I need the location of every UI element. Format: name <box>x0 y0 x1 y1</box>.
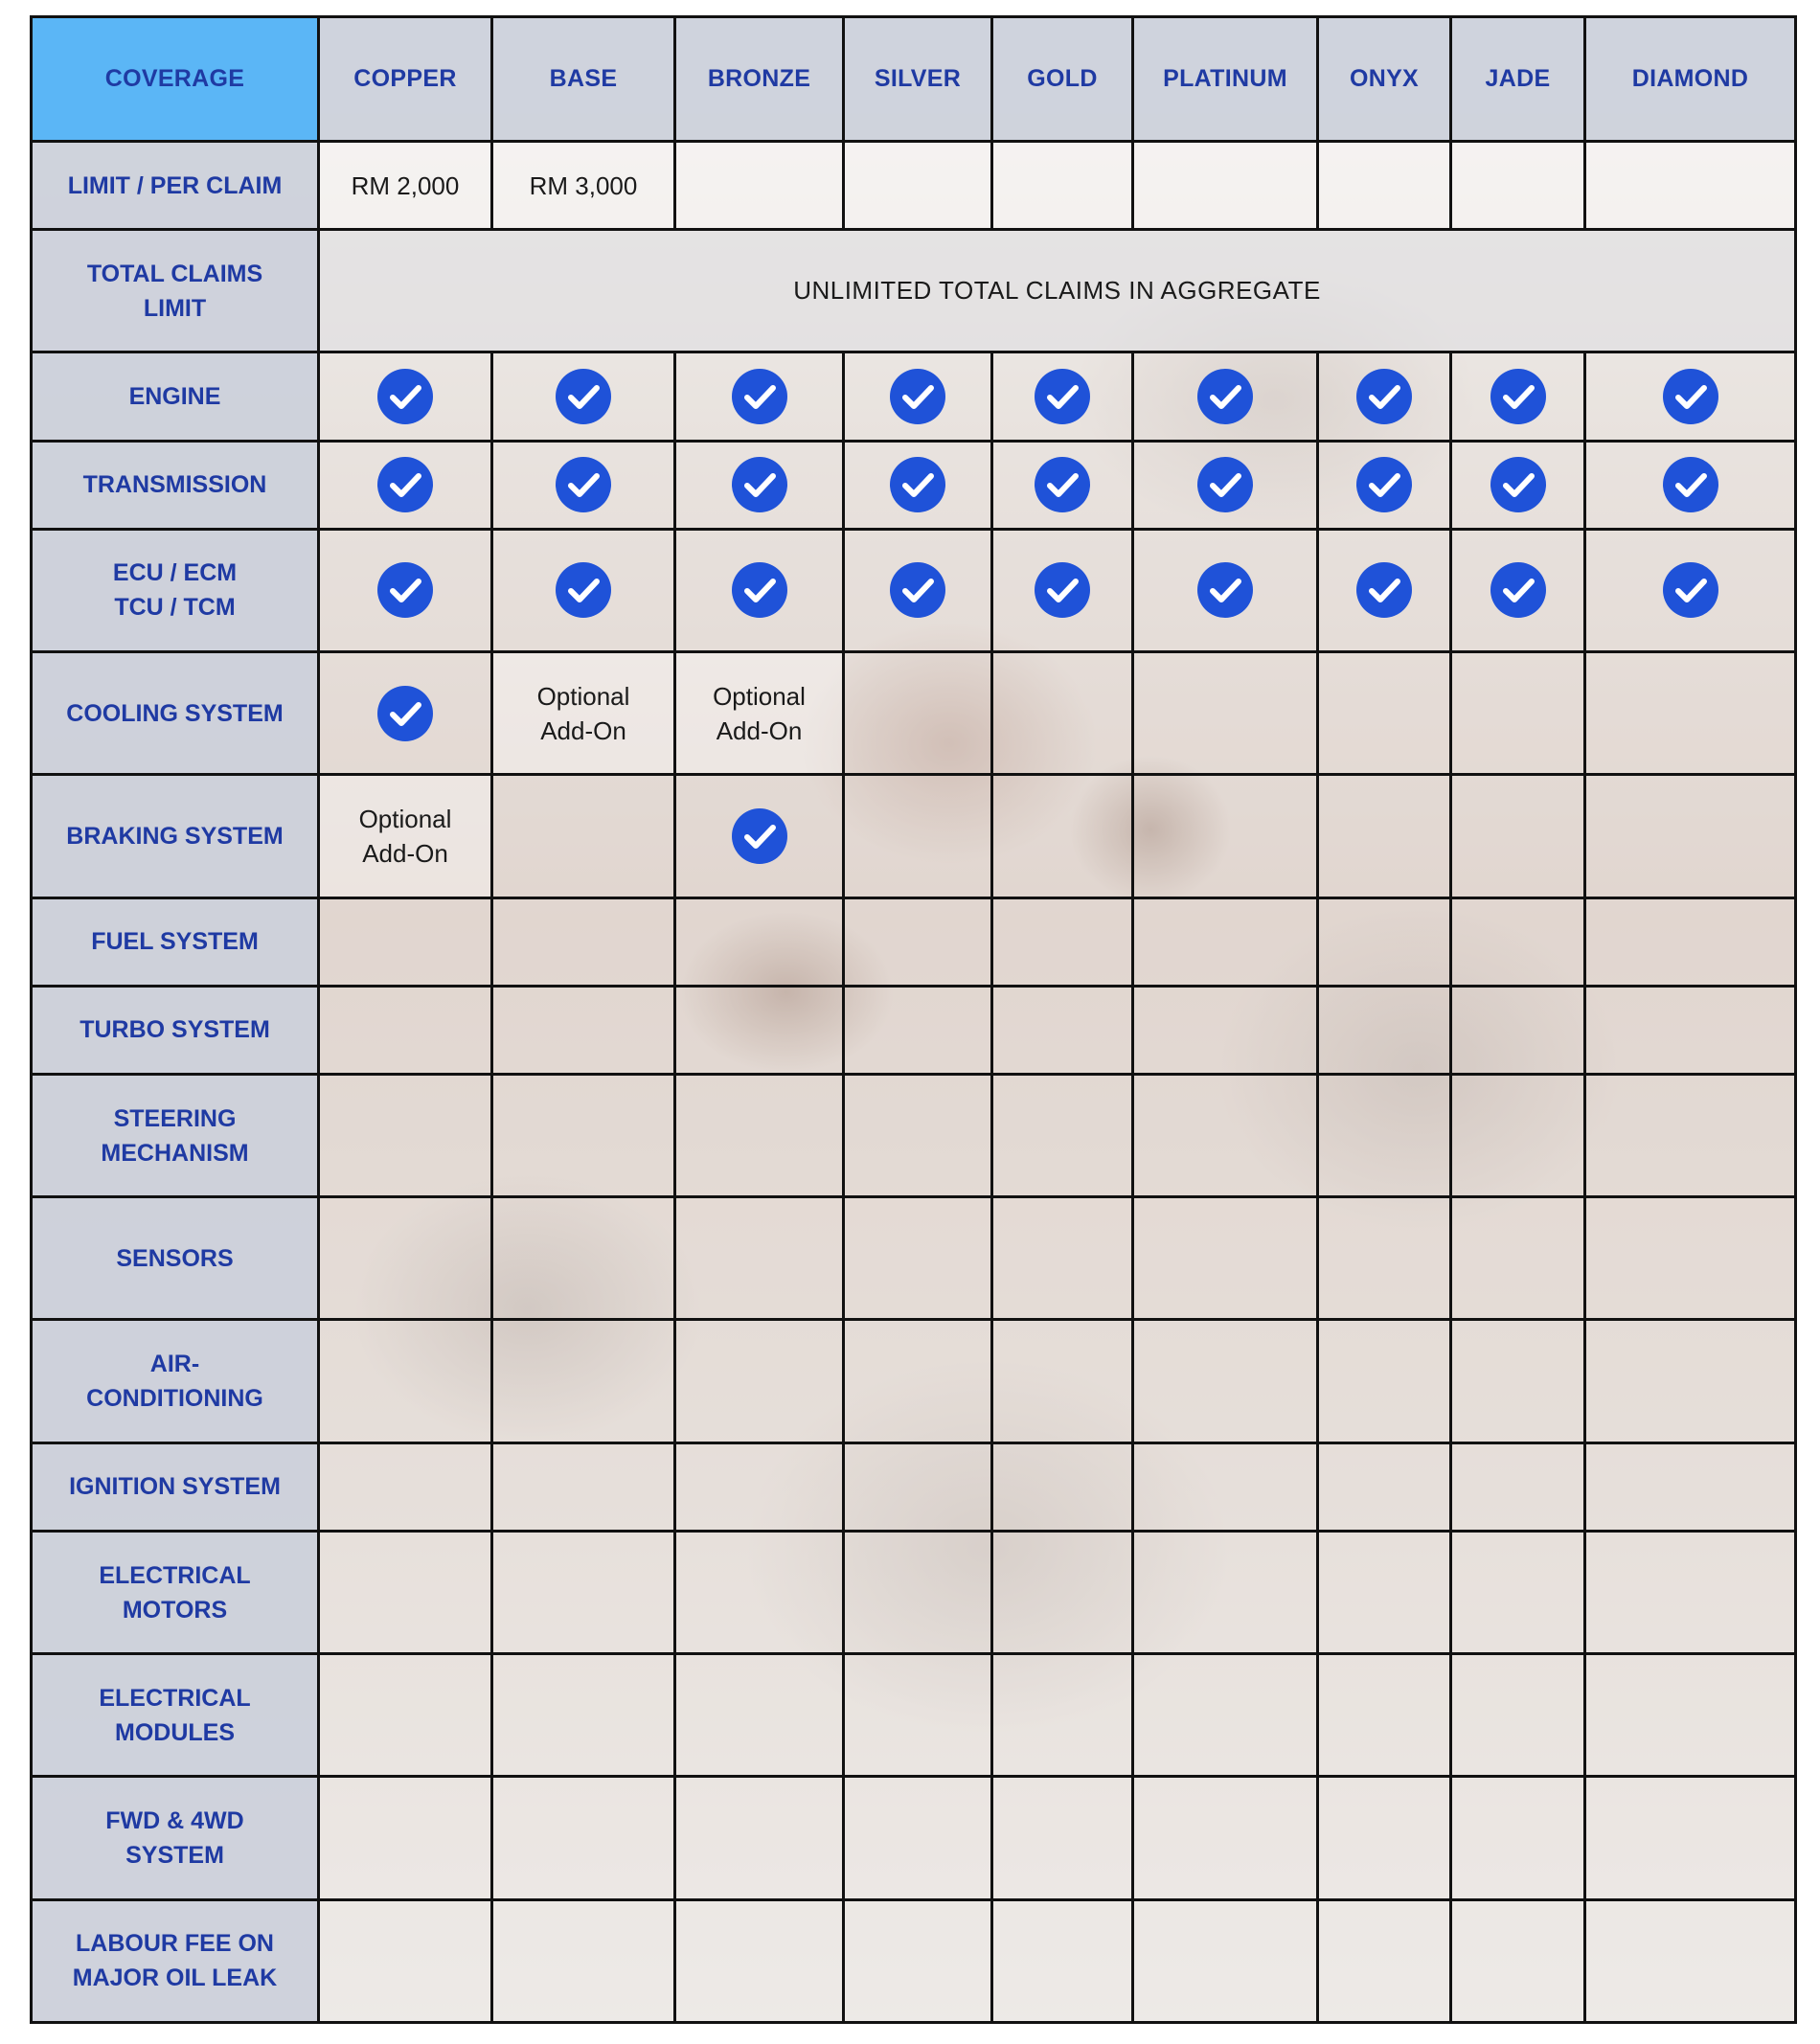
fuel-system-cell-jade <box>1451 897 1585 986</box>
labour-fee-on-major-oil-leak-cell-copper <box>319 1899 492 2022</box>
sensors-cell-base <box>492 1197 675 1320</box>
sensors-cell-platinum <box>1133 1197 1318 1320</box>
braking-system-cell-gold <box>992 775 1133 897</box>
turbo-system-cell-silver <box>844 986 992 1074</box>
limit-cell-jade <box>1451 142 1585 230</box>
electrical-modules-cell-copper <box>319 1654 492 1777</box>
check-circle-icon <box>890 369 945 424</box>
check-circle-icon <box>1356 562 1412 618</box>
air-conditioning-cell-copper <box>319 1320 492 1442</box>
transmission-cell-base <box>492 441 675 529</box>
check-circle-icon <box>1490 562 1546 618</box>
fwd-4wd-system-cell-silver <box>844 1777 992 1899</box>
ignition-system-cell-platinum <box>1133 1442 1318 1531</box>
plan-header-base: BASE <box>492 17 675 142</box>
transmission-row <box>32 441 1796 529</box>
check-circle-icon <box>556 562 611 618</box>
row-label: ECU / ECM TCU / TCM <box>32 529 319 651</box>
engine-cell-silver <box>844 352 992 441</box>
fuel-system-cell-onyx <box>1318 897 1451 986</box>
ignition-system-cell-bronze <box>675 1442 844 1531</box>
braking-system-row <box>32 775 1796 897</box>
fuel-system-cell-gold <box>992 897 1133 986</box>
electrical-modules-cell-diamond <box>1585 1654 1796 1777</box>
air-conditioning-cell-silver <box>844 1320 992 1442</box>
ecu-ecm-tcu-tcm-cell-gold <box>992 529 1133 651</box>
limit-per-claim-row <box>32 142 1796 230</box>
plan-header-onyx: ONYX <box>1318 17 1451 142</box>
check-circle-icon <box>1035 457 1090 512</box>
transmission-cell-silver <box>844 441 992 529</box>
check-circle-icon <box>377 457 433 512</box>
air-conditioning-cell-gold <box>992 1320 1133 1442</box>
limit-cell-gold <box>992 142 1133 230</box>
steering-mechanism-cell-jade <box>1451 1074 1585 1196</box>
electrical-motors-cell-platinum <box>1133 1531 1318 1653</box>
turbo-system-row <box>32 986 1796 1074</box>
braking-system-cell-bronze <box>675 775 844 897</box>
cooling-system-row <box>32 652 1796 775</box>
turbo-system-cell-diamond <box>1585 986 1796 1074</box>
braking-system-cell-onyx <box>1318 775 1451 897</box>
transmission-cell-onyx <box>1318 441 1451 529</box>
row-label: IGNITION SYSTEM <box>32 1442 319 1531</box>
cooling-system-cell-silver <box>844 652 992 775</box>
row-label: LABOUR FEE ON MAJOR OIL LEAK <box>32 1899 319 2022</box>
row-label: AIR- CONDITIONING <box>32 1320 319 1442</box>
ecu-ecm-tcu-tcm-cell-base <box>492 529 675 651</box>
coverage-comparison-table <box>30 15 1797 2024</box>
plan-header-platinum: PLATINUM <box>1133 17 1318 142</box>
ignition-system-row <box>32 1442 1796 1531</box>
electrical-motors-cell-gold <box>992 1531 1133 1653</box>
steering-mechanism-cell-silver <box>844 1074 992 1196</box>
electrical-modules-cell-platinum <box>1133 1654 1318 1777</box>
sensors-cell-diamond <box>1585 1197 1796 1320</box>
fuel-system-row <box>32 897 1796 986</box>
check-circle-icon <box>556 369 611 424</box>
transmission-cell-gold <box>992 441 1133 529</box>
turbo-system-cell-bronze <box>675 986 844 1074</box>
plan-header-jade: JADE <box>1451 17 1585 142</box>
steering-mechanism-cell-base <box>492 1074 675 1196</box>
ignition-system-cell-silver <box>844 1442 992 1531</box>
air-conditioning-cell-jade <box>1451 1320 1585 1442</box>
row-label: SENSORS <box>32 1197 319 1320</box>
air-conditioning-cell-onyx <box>1318 1320 1451 1442</box>
steering-mechanism-cell-diamond <box>1585 1074 1796 1196</box>
limit-cell-base: RM 3,000 <box>492 142 675 230</box>
plan-header-diamond: DIAMOND <box>1585 17 1796 142</box>
ignition-system-cell-gold <box>992 1442 1133 1531</box>
row-label: TOTAL CLAIMS LIMIT <box>32 230 319 352</box>
limit-cell-onyx <box>1318 142 1451 230</box>
steering-mechanism-cell-platinum <box>1133 1074 1318 1196</box>
cooling-system-cell-base: Optional Add-On <box>492 652 675 775</box>
sensors-cell-bronze <box>675 1197 844 1320</box>
total-claims-limit-row <box>32 230 1796 352</box>
cooling-system-cell-copper <box>319 652 492 775</box>
air-conditioning-cell-base <box>492 1320 675 1442</box>
plan-header-copper: COPPER <box>319 17 492 142</box>
turbo-system-cell-jade <box>1451 986 1585 1074</box>
engine-cell-base <box>492 352 675 441</box>
ecu-ecm-tcu-tcm-cell-copper <box>319 529 492 651</box>
row-label: ELECTRICAL MODULES <box>32 1654 319 1777</box>
row-label: ELECTRICAL MOTORS <box>32 1531 319 1653</box>
labour-fee-on-major-oil-leak-cell-diamond <box>1585 1899 1796 2022</box>
air-conditioning-cell-diamond <box>1585 1320 1796 1442</box>
steering-mechanism-cell-bronze <box>675 1074 844 1196</box>
fuel-system-cell-base <box>492 897 675 986</box>
check-circle-icon <box>732 369 787 424</box>
cooling-system-cell-jade <box>1451 652 1585 775</box>
ignition-system-cell-jade <box>1451 1442 1585 1531</box>
ignition-system-cell-base <box>492 1442 675 1531</box>
ecu-ecm-tcu-tcm-cell-silver <box>844 529 992 651</box>
steering-mechanism-cell-onyx <box>1318 1074 1451 1196</box>
fwd-4wd-system-cell-onyx <box>1318 1777 1451 1899</box>
row-label: BRAKING SYSTEM <box>32 775 319 897</box>
sensors-row <box>32 1197 1796 1320</box>
sensors-cell-gold <box>992 1197 1133 1320</box>
check-circle-icon <box>732 457 787 512</box>
cooling-system-cell-bronze: Optional Add-On <box>675 652 844 775</box>
fwd-4wd-system-cell-jade <box>1451 1777 1585 1899</box>
limit-cell-diamond <box>1585 142 1796 230</box>
unlimited-claims-text: UNLIMITED TOTAL CLAIMS IN AGGREGATE <box>319 230 1796 352</box>
cooling-system-cell-platinum <box>1133 652 1318 775</box>
cooling-system-cell-gold <box>992 652 1133 775</box>
electrical-motors-cell-bronze <box>675 1531 844 1653</box>
electrical-modules-row <box>32 1654 1796 1777</box>
check-circle-icon <box>1197 457 1253 512</box>
ignition-system-cell-onyx <box>1318 1442 1451 1531</box>
braking-system-cell-platinum <box>1133 775 1318 897</box>
air-conditioning-cell-platinum <box>1133 1320 1318 1442</box>
ecu-ecm-tcu-tcm-cell-bronze <box>675 529 844 651</box>
engine-cell-onyx <box>1318 352 1451 441</box>
check-circle-icon <box>1663 369 1718 424</box>
check-circle-icon <box>556 457 611 512</box>
row-label: TRANSMISSION <box>32 441 319 529</box>
check-circle-icon <box>1356 369 1412 424</box>
check-circle-icon <box>377 369 433 424</box>
electrical-modules-cell-bronze <box>675 1654 844 1777</box>
row-label: FUEL SYSTEM <box>32 897 319 986</box>
labour-fee-on-major-oil-leak-cell-base <box>492 1899 675 2022</box>
labour-fee-on-major-oil-leak-cell-bronze <box>675 1899 844 2022</box>
row-label: STEERING MECHANISM <box>32 1074 319 1196</box>
labour-fee-on-major-oil-leak-cell-onyx <box>1318 1899 1451 2022</box>
engine-cell-bronze <box>675 352 844 441</box>
check-circle-icon <box>732 562 787 618</box>
engine-row <box>32 352 1796 441</box>
braking-system-cell-copper: Optional Add-On <box>319 775 492 897</box>
limit-cell-copper: RM 2,000 <box>319 142 492 230</box>
electrical-motors-row <box>32 1531 1796 1653</box>
transmission-cell-platinum <box>1133 441 1318 529</box>
check-circle-icon <box>1035 562 1090 618</box>
labour-fee-on-major-oil-leak-cell-gold <box>992 1899 1133 2022</box>
turbo-system-cell-gold <box>992 986 1133 1074</box>
row-label: ENGINE <box>32 352 319 441</box>
labour-fee-on-major-oil-leak-cell-silver <box>844 1899 992 2022</box>
check-circle-icon <box>1490 369 1546 424</box>
ecu-ecm-tcu-tcm-cell-platinum <box>1133 529 1318 651</box>
check-circle-icon <box>377 562 433 618</box>
fuel-system-cell-diamond <box>1585 897 1796 986</box>
sensors-cell-silver <box>844 1197 992 1320</box>
electrical-modules-cell-silver <box>844 1654 992 1777</box>
braking-system-cell-diamond <box>1585 775 1796 897</box>
fwd-4wd-system-cell-platinum <box>1133 1777 1318 1899</box>
transmission-cell-copper <box>319 441 492 529</box>
check-circle-icon <box>890 562 945 618</box>
ignition-system-cell-diamond <box>1585 1442 1796 1531</box>
electrical-motors-cell-silver <box>844 1531 992 1653</box>
steering-mechanism-cell-gold <box>992 1074 1133 1196</box>
electrical-modules-cell-onyx <box>1318 1654 1451 1777</box>
electrical-motors-cell-jade <box>1451 1531 1585 1653</box>
row-label: FWD & 4WD SYSTEM <box>32 1777 319 1899</box>
fuel-system-cell-silver <box>844 897 992 986</box>
check-circle-icon <box>1356 457 1412 512</box>
engine-cell-diamond <box>1585 352 1796 441</box>
ecu-ecm-tcu-tcm-cell-onyx <box>1318 529 1451 651</box>
electrical-motors-cell-onyx <box>1318 1531 1451 1653</box>
braking-system-cell-base <box>492 775 675 897</box>
plan-header-bronze: BRONZE <box>675 17 844 142</box>
fuel-system-cell-platinum <box>1133 897 1318 986</box>
transmission-cell-jade <box>1451 441 1585 529</box>
coverage-header: COVERAGE <box>32 17 319 142</box>
steering-mechanism-cell-copper <box>319 1074 492 1196</box>
plan-header-gold: GOLD <box>992 17 1133 142</box>
limit-cell-platinum <box>1133 142 1318 230</box>
check-circle-icon <box>1035 369 1090 424</box>
header-row <box>32 17 1796 142</box>
electrical-modules-cell-gold <box>992 1654 1133 1777</box>
engine-cell-copper <box>319 352 492 441</box>
sensors-cell-onyx <box>1318 1197 1451 1320</box>
labour-fee-on-major-oil-leak-row <box>32 1899 1796 2022</box>
fuel-system-cell-bronze <box>675 897 844 986</box>
plan-header-silver: SILVER <box>844 17 992 142</box>
steering-mechanism-row <box>32 1074 1796 1196</box>
check-circle-icon <box>1490 457 1546 512</box>
coverage-table-container <box>30 15 1794 2024</box>
ecu-ecm-tcu-tcm-cell-diamond <box>1585 529 1796 651</box>
cooling-system-cell-diamond <box>1585 652 1796 775</box>
turbo-system-cell-platinum <box>1133 986 1318 1074</box>
row-label: COOLING SYSTEM <box>32 652 319 775</box>
fwd-4wd-system-cell-base <box>492 1777 675 1899</box>
labour-fee-on-major-oil-leak-cell-jade <box>1451 1899 1585 2022</box>
row-label: LIMIT / PER CLAIM <box>32 142 319 230</box>
check-circle-icon <box>1663 562 1718 618</box>
cooling-system-cell-onyx <box>1318 652 1451 775</box>
fwd-4wd-system-cell-diamond <box>1585 1777 1796 1899</box>
electrical-motors-cell-base <box>492 1531 675 1653</box>
electrical-modules-cell-base <box>492 1654 675 1777</box>
check-circle-icon <box>377 686 433 741</box>
check-circle-icon <box>1197 562 1253 618</box>
turbo-system-cell-onyx <box>1318 986 1451 1074</box>
ecu-ecm-tcu-tcm-cell-jade <box>1451 529 1585 651</box>
electrical-motors-cell-diamond <box>1585 1531 1796 1653</box>
air-conditioning-cell-bronze <box>675 1320 844 1442</box>
fwd-4wd-system-cell-copper <box>319 1777 492 1899</box>
air-conditioning-row <box>32 1320 1796 1442</box>
engine-cell-platinum <box>1133 352 1318 441</box>
electrical-modules-cell-jade <box>1451 1654 1585 1777</box>
fwd-4wd-system-row <box>32 1777 1796 1899</box>
braking-system-cell-jade <box>1451 775 1585 897</box>
row-label: TURBO SYSTEM <box>32 986 319 1074</box>
check-circle-icon <box>890 457 945 512</box>
electrical-motors-cell-copper <box>319 1531 492 1653</box>
check-circle-icon <box>1197 369 1253 424</box>
ecu-ecm-tcu-tcm-row <box>32 529 1796 651</box>
limit-cell-silver <box>844 142 992 230</box>
sensors-cell-jade <box>1451 1197 1585 1320</box>
check-circle-icon <box>732 808 787 864</box>
turbo-system-cell-base <box>492 986 675 1074</box>
sensors-cell-copper <box>319 1197 492 1320</box>
engine-cell-gold <box>992 352 1133 441</box>
ignition-system-cell-copper <box>319 1442 492 1531</box>
transmission-cell-bronze <box>675 441 844 529</box>
turbo-system-cell-copper <box>319 986 492 1074</box>
fwd-4wd-system-cell-bronze <box>675 1777 844 1899</box>
transmission-cell-diamond <box>1585 441 1796 529</box>
fuel-system-cell-copper <box>319 897 492 986</box>
braking-system-cell-silver <box>844 775 992 897</box>
engine-cell-jade <box>1451 352 1585 441</box>
fwd-4wd-system-cell-gold <box>992 1777 1133 1899</box>
check-circle-icon <box>1663 457 1718 512</box>
labour-fee-on-major-oil-leak-cell-platinum <box>1133 1899 1318 2022</box>
limit-cell-bronze <box>675 142 844 230</box>
